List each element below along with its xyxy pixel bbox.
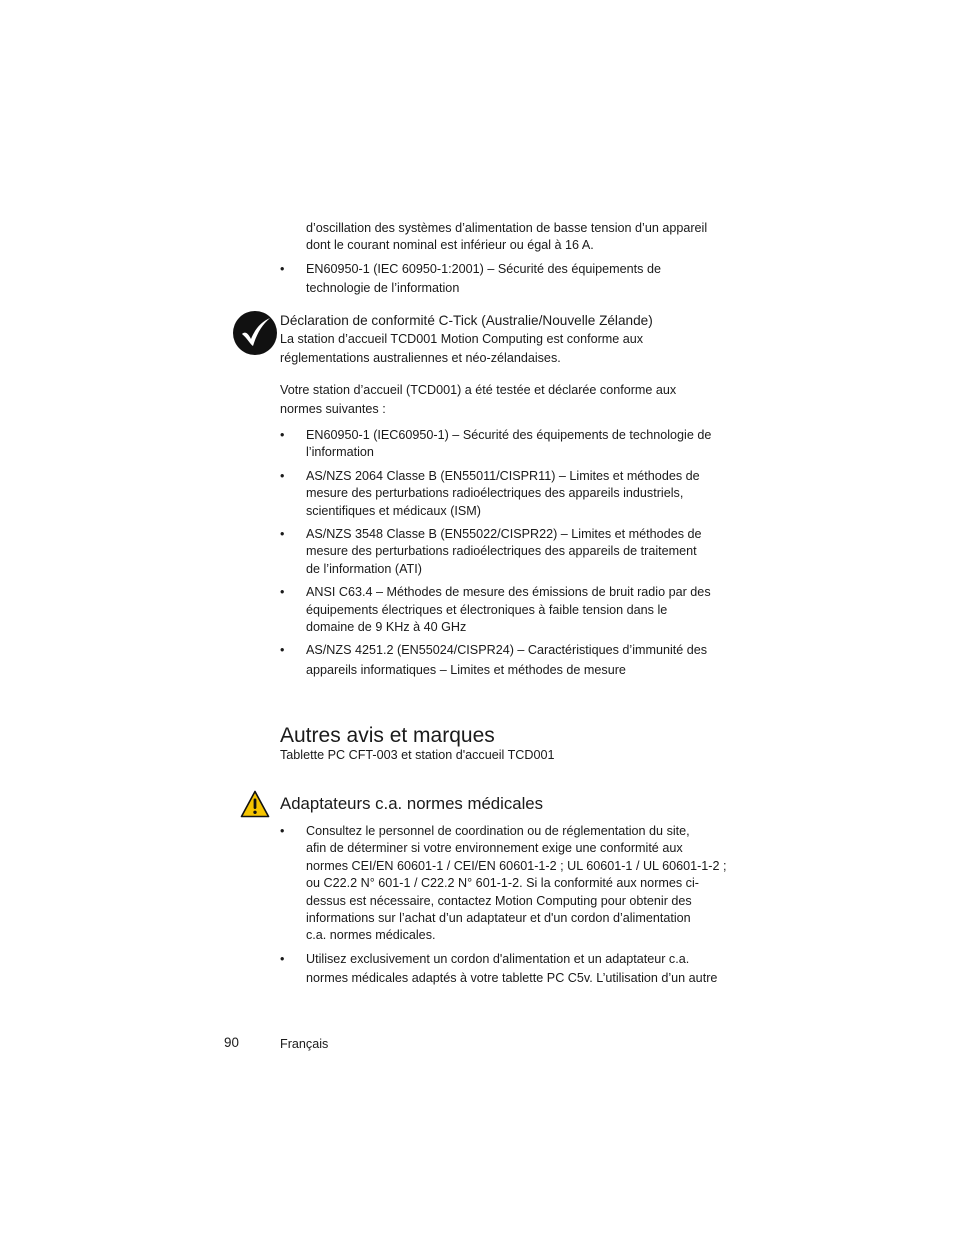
list-item-line: de l’information (ATI) [306, 561, 422, 576]
ctick-paragraph-1 [280, 331, 736, 368]
list-item-line: c.a. normes médicales. [306, 928, 436, 943]
list-item [280, 526, 736, 578]
list-item-line: appareils informatiques – Limites et méthodes de mesure [306, 662, 626, 677]
bullet-marker: • [280, 262, 285, 276]
list-item [280, 261, 736, 298]
ctick-standards-list [280, 427, 736, 679]
list-item-line: dessus est nécessaire, contactez Motion Computing pour obtenir des [306, 893, 692, 908]
list-item-line: afin de déterminer si votre environnement exige une conformité aux [306, 841, 683, 856]
continued-paragraph [306, 220, 736, 255]
list-item-line: informations sur l’achat d’un adaptateur et d'un cordon d’alimentation [306, 911, 691, 926]
section-subtitle: Tablette PC CFT-003 et station d'accueil TCD001 [280, 748, 555, 762]
paragraph-line: réglementations australiennes et néo-zélandaises. [280, 351, 561, 366]
medical-bullet-list [280, 823, 736, 988]
bullet-marker: • [280, 585, 285, 600]
list-item-line: AS/NZS 2064 Classe B (EN55011/CISPR11) – Limites et méthodes de [306, 468, 700, 483]
list-item-line: mesure des perturbations radioélectriques des appareils industriels, [306, 486, 684, 501]
c-tick-mark-icon [232, 310, 278, 356]
list-item-line: normes CEI/EN 60601-1 / CEI/EN 60601-1-2 ; UL 60601-1 / UL 60601-1-2 ; [306, 858, 727, 873]
list-item-line: équipements électriques et électroniques à faible tension dans le [306, 602, 668, 617]
list-item-line: AS/NZS 4251.2 (EN55024/CISPR24) – Caractéristiques d’immunité des [306, 643, 708, 658]
list-item [280, 823, 736, 945]
paragraph-line: La station d’accueil TCD001 Motion Computing est conforme aux [280, 332, 644, 346]
ctick-paragraph-2 [280, 382, 736, 419]
ctick-heading: Déclaration de conformité C-Tick (Australie/Nouvelle Zélande) [280, 313, 653, 328]
bullet-marker: • [280, 643, 285, 658]
paragraph-line: Votre station d’accueil (TCD001) a été testée et déclarée conforme aux [280, 383, 677, 397]
list-item [280, 584, 736, 636]
list-item-line: mesure des perturbations radioélectriques des appareils de traitement [306, 544, 697, 559]
warning-triangle-icon [240, 790, 270, 818]
first-bullet-list [280, 261, 736, 298]
footer-language: Français [280, 1037, 329, 1051]
list-item [280, 427, 736, 462]
list-item-line: normes médicales adaptés à votre tablette PC C5v. L’utilisation d’un autre [306, 971, 718, 986]
list-item-line: technologie de l’information [306, 281, 460, 296]
bullet-marker: • [280, 527, 285, 542]
bullet-marker: • [280, 824, 285, 838]
list-item [280, 468, 736, 520]
list-item [280, 951, 736, 988]
bullet-marker: • [280, 468, 285, 483]
list-item-line: Consultez le personnel de coordination ou de réglementation du site, [306, 824, 690, 838]
paragraph-line: normes suivantes : [280, 402, 386, 417]
list-item [280, 642, 736, 679]
list-item-line: ou C22.2 N° 601-1 / C22.2 N° 601-1-2. Si la conformité aux normes ci- [306, 876, 699, 891]
section-title: Autres avis et marques [280, 724, 495, 747]
continued-paragraph-line-1: d’oscillation des systèmes d’alimentation de basse tension d’un appareil [306, 221, 708, 235]
list-item-line: AS/NZS 3548 Classe B (EN55022/CISPR22) – Limites et méthodes de [306, 527, 702, 542]
list-item-line: scientifiques et médicaux (ISM) [306, 503, 481, 518]
list-item-line: domaine de 9 KHz à 40 GHz [306, 620, 467, 635]
continued-paragraph-line-2: dont le courant nominal est inférieur ou égal à 16 A. [306, 238, 594, 253]
list-item-line: EN60950-1 (IEC60950-1) – Sécurité des équipements de technologie de [306, 428, 712, 442]
bullet-marker: • [280, 428, 285, 442]
medical-heading: Adaptateurs c.a. normes médicales [280, 794, 544, 813]
list-item-line: ANSI C63.4 – Méthodes de mesure des émissions de bruit radio par des [306, 585, 711, 600]
page-number: 90 [224, 1035, 239, 1050]
list-item-line: EN60950-1 (IEC 60950-1:2001) – Sécurité des équipements de [306, 262, 661, 276]
bullet-marker: • [280, 951, 285, 966]
list-item-line: l’information [306, 445, 374, 460]
list-item-line: Utilisez exclusivement un cordon d'alimentation et un adaptateur c.a. [306, 951, 690, 966]
